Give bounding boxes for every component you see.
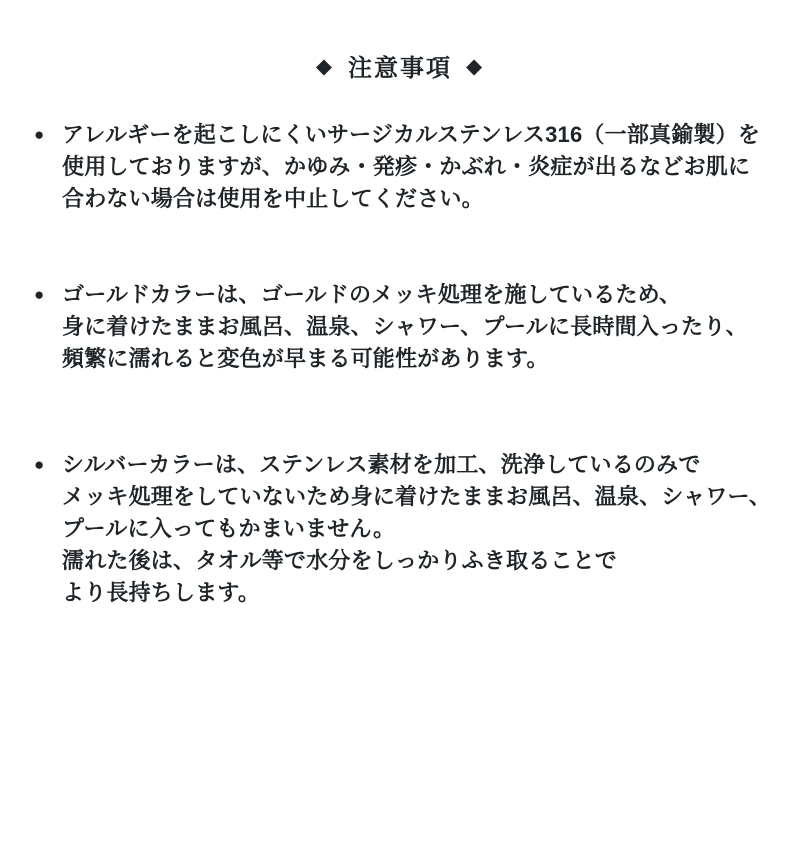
notice-text [62, 449, 771, 609]
bullet-icon: ● [34, 285, 45, 304]
page-title-text: 注意事項 [348, 55, 452, 82]
notice-line: 合わない場合は使用を中止してください。 [62, 186, 484, 211]
notice-item-gold-color [0, 279, 800, 375]
notice-line: メッキ処理をしていないため身に着けたままお風呂、温泉、シャワー、 [62, 484, 772, 509]
notice-line: 身に着けたままお風呂、温泉、シャワー、プールに長時間入ったり、 [62, 314, 748, 339]
diamond-icon: ◆ [315, 55, 334, 78]
notice-line: より長持ちします。 [62, 580, 261, 605]
notice-text [62, 119, 760, 215]
diamond-icon: ◆ [466, 55, 485, 78]
bullet-icon: ● [34, 125, 45, 144]
bullet-icon: ● [34, 455, 45, 474]
notice-line: プールに入ってもかまいません。 [62, 516, 396, 541]
notice-text [62, 279, 748, 375]
page-title [0, 48, 800, 83]
notice-item-allergy [0, 119, 800, 215]
notice-line: 使用しておりますが、かゆみ・発疹・かぶれ・炎症が出るなどお肌に [62, 154, 751, 179]
notice-line: アレルギーを起こしにくいサージカルステンレス316（一部真鍮製）を [62, 122, 761, 147]
notice-line: シルバーカラーは、ステンレス素材を加工、洗浄しているのみで [62, 452, 701, 477]
notice-line: 濡れた後は、タオル等で水分をしっかりふき取ることで [62, 548, 618, 573]
notice-item-silver-color [0, 449, 800, 609]
notice-page [0, 48, 800, 848]
notice-line: 頻繁に濡れると変色が早まる可能性があります。 [62, 346, 549, 371]
notice-line: ゴールドカラーは、ゴールドのメッキ処理を施しているため、 [62, 282, 682, 307]
